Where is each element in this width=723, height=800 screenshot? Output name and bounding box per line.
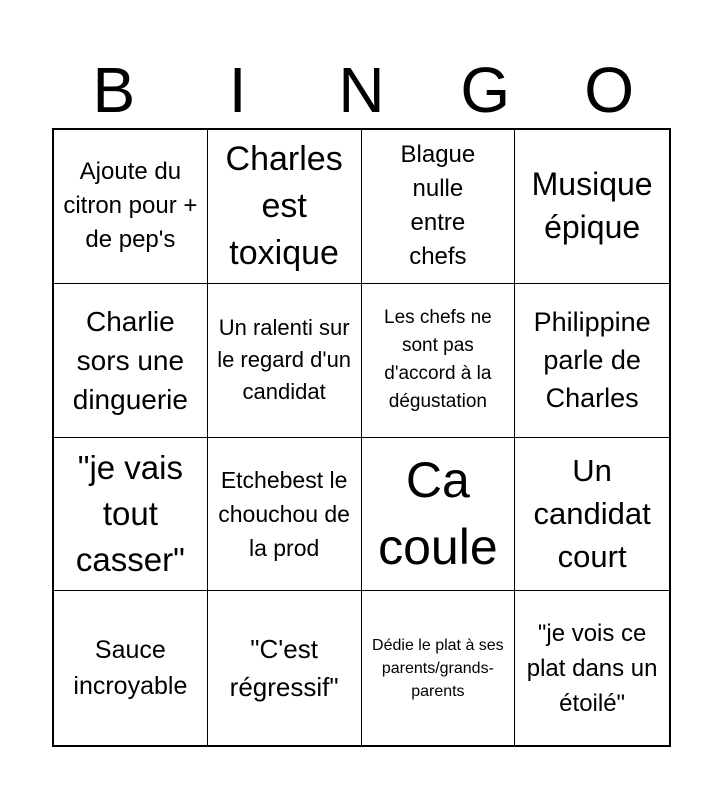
header-letter-g: G (460, 54, 511, 126)
bingo-cell[interactable] (54, 438, 208, 592)
cell-text: Ca coule (378, 451, 498, 575)
cell-text: Etchebest le chouchou de la prod (218, 466, 350, 561)
cell-text: Charlie sors une dinguerie (72, 305, 188, 415)
bingo-cell[interactable] (515, 438, 669, 592)
header-letter-n: N (338, 54, 385, 126)
bingo-header (52, 52, 671, 128)
cell-text: Musique épique (531, 166, 653, 246)
bingo-cell[interactable] (515, 130, 669, 284)
cell-text: Un ralenti sur le regard d'un candidat (217, 315, 352, 405)
cell-text: Les chefs ne sont pas d'accord à la dégustation (384, 307, 492, 413)
cell-text: "C'est régressif" (229, 634, 339, 703)
bingo-cell[interactable] (208, 438, 362, 592)
bingo-cell[interactable] (54, 130, 208, 284)
bingo-cell[interactable] (54, 591, 208, 745)
bingo-cell[interactable] (515, 591, 669, 745)
cell-text: Philippine parle de Charles (533, 307, 651, 414)
bingo-cell[interactable] (362, 284, 516, 438)
bingo-cell[interactable] (515, 284, 669, 438)
cell-text: Sauce incroyable (73, 636, 188, 701)
bingo-cell[interactable] (362, 591, 516, 745)
cell-text: Dédie le plat à ses parents/grands-parents (372, 636, 504, 700)
bingo-cell[interactable] (362, 438, 516, 592)
cell-text: "je vais tout casser" (75, 448, 185, 578)
header-letter-b: B (92, 54, 136, 126)
header-letter-i: I (228, 54, 247, 126)
cell-text: Ajoute du citron pour + de pep's (63, 158, 198, 254)
header-letter-o: O (584, 54, 634, 126)
bingo-cell[interactable] (362, 130, 516, 284)
cell-text: Blague nulle entre chefs (400, 141, 476, 271)
cell-text: "je vois ce plat dans un étoilé" (526, 619, 658, 717)
cell-text: Charles est toxique (225, 139, 343, 272)
cell-text: Un candidat court (533, 453, 651, 575)
bingo-cell[interactable] (54, 284, 208, 438)
bingo-board (52, 128, 671, 747)
bingo-cell[interactable] (208, 130, 362, 284)
bingo-cell[interactable] (208, 284, 362, 438)
bingo-cell[interactable] (208, 591, 362, 745)
